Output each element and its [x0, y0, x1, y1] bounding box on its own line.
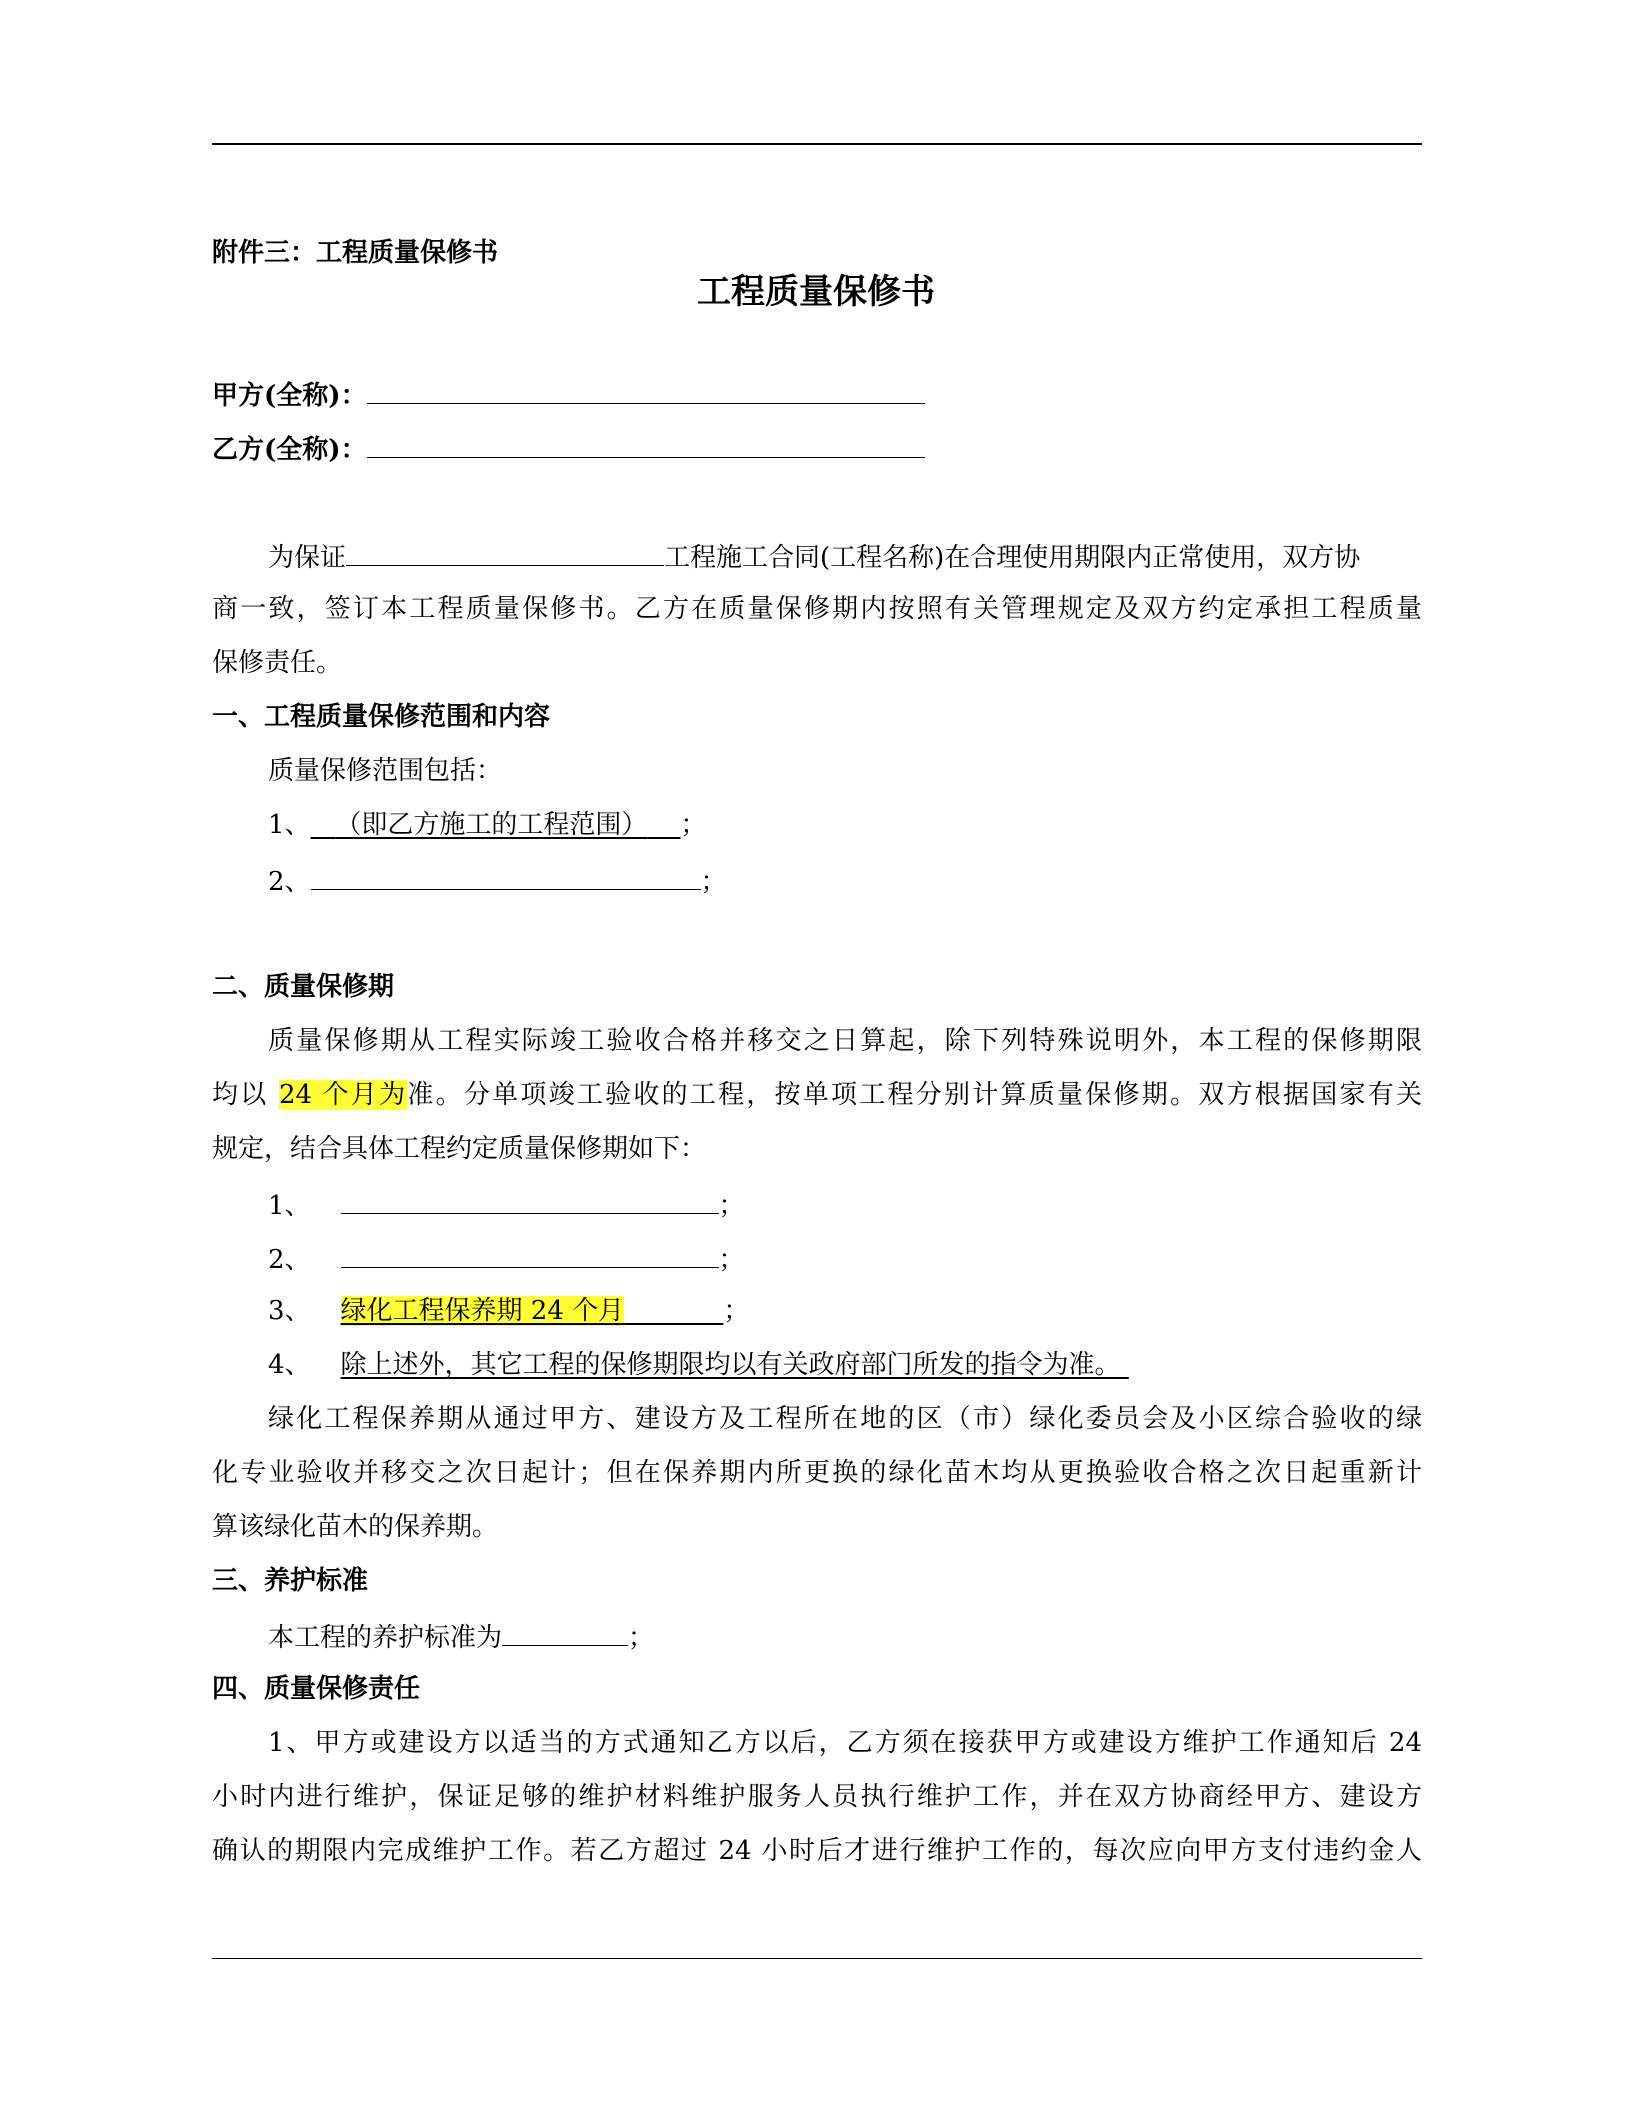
- document-title: 工程质量保修书: [697, 272, 935, 312]
- intro-suffix: 工程施工合同(工程名称)在合理使用期限内正常使用，双方协: [664, 543, 1361, 573]
- annex-label: 附件三：工程质量保修书: [212, 238, 499, 268]
- scope-label: 质量保修范围包括：: [268, 756, 503, 786]
- section3-heading: 三、养护标准: [212, 1566, 369, 1596]
- party-b-label: 乙方(全称)：: [212, 435, 367, 465]
- intro-prefix: 为保证: [268, 543, 347, 573]
- intro-line-1: [212, 537, 1422, 576]
- section2-heading: 二、质量保修期: [212, 972, 395, 1002]
- scope-item-1: 1、 （即乙方施工的工程范围） ；: [268, 810, 707, 840]
- party-a-line: [212, 375, 1422, 414]
- period-item-3: 3、 绿化工程保养期 24 个月 ；: [268, 1296, 750, 1326]
- party-b-line: [212, 429, 1422, 468]
- project-name-blank[interactable]: [346, 537, 664, 566]
- period-item-2: 2、 ；: [212, 1239, 1422, 1278]
- header-rule: [212, 143, 1422, 145]
- party-a-label: 甲方(全称)：: [212, 381, 367, 411]
- period-item-1: 1、 ；: [212, 1185, 1422, 1224]
- party-b-blank[interactable]: [367, 429, 925, 458]
- warranty-period-highlight: 24 个月为: [279, 1080, 408, 1110]
- scope-item-2-number: 2、: [268, 867, 311, 897]
- footer-rule: [212, 1958, 1422, 1959]
- period-item-3-text: 绿化工程保养期 24 个月: [340, 1296, 625, 1326]
- maintenance-standard-blank[interactable]: [502, 1617, 628, 1646]
- party-a-blank[interactable]: [367, 375, 925, 404]
- period-item-4-text: 除上述外，其它工程的保修期限均以有关政府部门所发的指令为准。: [340, 1350, 1121, 1380]
- section4-heading: 四、质量保修责任: [212, 1674, 421, 1704]
- greening-line-1: 绿化工程保养期从通过甲方、建设方及工程所在地的区（市）绿化委员会及小区综合验收的绿: [268, 1404, 1422, 1434]
- warranty-line-1: 质量保修期从工程实际竣工验收合格并移交之日算起，除下列特殊说明外，本工程的保修期限: [268, 1026, 1422, 1056]
- responsibility-line-1: 1、甲方或建设方以适当的方式通知乙方以后，乙方须在接获甲方或建设方维护工作通知后 24: [268, 1728, 1422, 1758]
- maintenance-standard: 本工程的养护标准为 ；: [212, 1617, 1422, 1656]
- warranty-line-2: 均以 24 个月为准。分单项竣工验收的工程，按单项工程分别计算质量保修期。双方根据国家有关: [212, 1080, 1422, 1110]
- section1-heading: 一、工程质量保修范围和内容: [212, 702, 551, 732]
- scope-item-2: 2、 ；: [212, 861, 1422, 900]
- intro-line-3: 保修责任。: [212, 648, 343, 678]
- greening-line-2: 化专业验收并移交之次日起计；但在保养期内所更换的绿化苗木均从更换验收合格之次日起重新计: [212, 1458, 1422, 1488]
- period-item-2-blank[interactable]: [341, 1239, 719, 1268]
- warranty-line-3: 规定，结合具体工程约定质量保修期如下：: [212, 1134, 707, 1164]
- greening-line-3: 算该绿化苗木的保养期。: [212, 1512, 499, 1542]
- responsibility-line-3: 确认的期限内完成维护工作。若乙方超过 24 小时后才进行维护工作的，每次应向甲方支付违约金人: [212, 1836, 1422, 1866]
- scope-item-1-text: （即乙方施工的工程范围）: [335, 810, 648, 840]
- scope-item-2-blank[interactable]: [311, 861, 701, 890]
- intro-line-2: 商一致，签订本工程质量保修书。乙方在质量保修期内按照有关管理规定及双方约定承担工程质量: [212, 594, 1422, 624]
- period-item-1-blank[interactable]: [341, 1185, 719, 1214]
- period-item-4: 4、 除上述外，其它工程的保修期限均以有关政府部门所发的指令为准。: [212, 1347, 1422, 1383]
- scope-item-1-number: 1、: [268, 810, 311, 840]
- responsibility-line-2: 小时内进行维护，保证足够的维护材料维护服务人员执行维护工作，并在双方协商经甲方、建设方: [212, 1782, 1422, 1812]
